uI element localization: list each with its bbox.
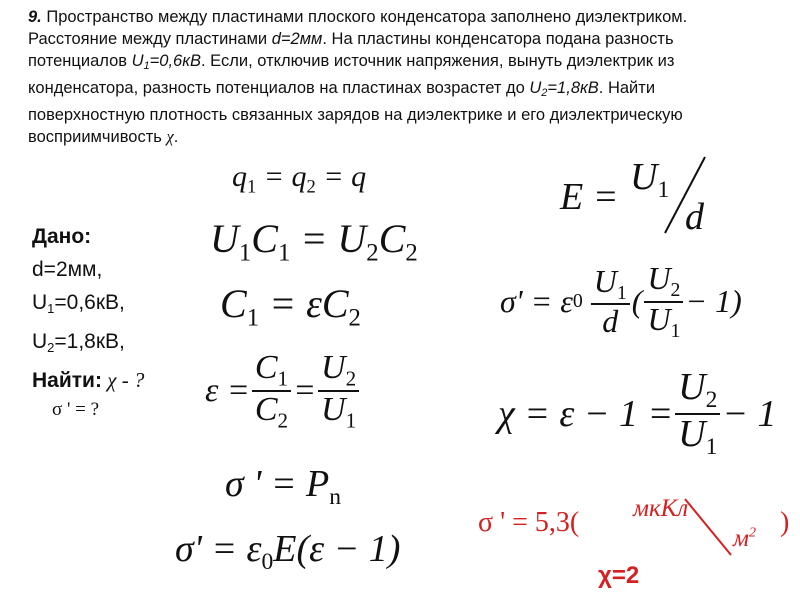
- text: = εC: [259, 281, 349, 326]
- text: = q: [256, 160, 307, 193]
- formula-chi: [498, 368, 777, 460]
- text: U: [32, 330, 48, 353]
- text: [318, 392, 359, 432]
- text: Найти:: [32, 369, 102, 392]
- text: Расстояние между пластинами: [28, 30, 272, 48]
- text: σ' = ε: [175, 528, 262, 570]
- text: U: [678, 412, 706, 455]
- text: C: [254, 349, 278, 386]
- formula-sigma-field: [175, 527, 400, 576]
- text: . На пластины конденсатора подана разность: [322, 30, 674, 48]
- u2-value: =1,8кВ: [547, 79, 599, 97]
- text: U: [529, 79, 542, 97]
- text: 2: [405, 239, 418, 267]
- given-block: [32, 220, 144, 423]
- text: E(ε − 1): [273, 528, 401, 570]
- text: 2: [670, 278, 681, 301]
- distance-value: d=2мм: [271, 30, 323, 48]
- text: E =: [560, 176, 619, 218]
- text: σ' = ε: [500, 283, 573, 320]
- text: C: [220, 281, 247, 326]
- text: мкКл: [633, 495, 689, 522]
- text: U: [32, 291, 48, 314]
- text: .: [173, 128, 179, 146]
- text: [318, 350, 359, 392]
- text: (: [631, 283, 643, 320]
- text: U: [131, 52, 144, 70]
- problem-statement: [28, 6, 788, 148]
- u1-value: =0,6кВ: [149, 52, 202, 70]
- text: ε =: [205, 371, 250, 409]
- text: U: [647, 260, 671, 296]
- text: 1: [616, 281, 627, 304]
- text: 1: [670, 319, 681, 342]
- text: 0: [572, 290, 583, 313]
- text: 1: [246, 304, 260, 332]
- text: C: [251, 216, 278, 261]
- problem-line-2: [28, 28, 788, 50]
- text: [644, 262, 683, 303]
- text: χ = ε − 1 =: [498, 392, 674, 435]
- formula-capacitance: [220, 280, 361, 333]
- text: 2: [306, 176, 316, 198]
- formula-charge-equality: [232, 160, 366, 199]
- text: 2: [705, 387, 718, 414]
- text: U: [678, 366, 706, 408]
- text: =: [293, 371, 317, 409]
- slash-icon: [683, 497, 733, 557]
- text: U: [593, 262, 617, 299]
- problem-line-1: [28, 6, 788, 28]
- problem-line-4: [28, 77, 788, 104]
- text: 1: [345, 407, 357, 432]
- text: =1,8кВ,: [54, 330, 125, 353]
- problem-number: 9.: [28, 8, 42, 26]
- text: 2: [345, 366, 357, 391]
- given-sigma: σ ' = ?: [52, 399, 100, 420]
- text: [675, 412, 720, 461]
- text: конденсатора, разность потенциалов на пластинах возрастет до: [28, 79, 530, 97]
- text: − 1): [685, 283, 742, 320]
- formula-uc-equality: [210, 215, 418, 268]
- text: 1: [143, 60, 150, 72]
- text: [252, 392, 291, 432]
- text: потенциалов: [28, 52, 132, 70]
- text: 1: [705, 434, 718, 461]
- fraction: [644, 262, 683, 342]
- text: σ ' = P: [225, 463, 330, 505]
- fraction: [591, 262, 630, 340]
- text: σ ' = 5,3(: [478, 507, 580, 538]
- text: 2: [748, 525, 756, 541]
- text: 1: [47, 301, 55, 316]
- formula-sigma-polarization: [225, 462, 341, 511]
- text: [644, 300, 683, 342]
- text: U: [321, 390, 346, 428]
- text: Пространство между пластинами плоского конденсатора заполнено диэлектриком.: [41, 8, 688, 26]
- text: = U: [290, 216, 367, 261]
- formula-sigma-result: [500, 262, 742, 342]
- text: м: [733, 525, 749, 552]
- text: восприимчивость: [28, 128, 167, 146]
- text: [591, 262, 630, 306]
- text: 1: [277, 239, 291, 267]
- text: [252, 350, 291, 392]
- text: [675, 368, 720, 415]
- text: C: [254, 390, 278, 428]
- text: 1: [277, 366, 289, 391]
- given-u1: [32, 286, 144, 325]
- text: 2: [277, 407, 289, 432]
- text: 1: [657, 177, 670, 204]
- text: U: [647, 300, 671, 337]
- formula-field: [560, 155, 720, 238]
- text: 1: [247, 176, 257, 198]
- text: U: [630, 156, 658, 198]
- text: 1: [238, 239, 252, 267]
- text: − 1: [722, 392, 777, 435]
- text: 2: [47, 340, 55, 355]
- formula-permittivity: [205, 350, 361, 431]
- fraction: [675, 368, 720, 460]
- text: 2: [348, 304, 361, 332]
- given-u2: [32, 325, 144, 364]
- text: 2: [541, 87, 548, 99]
- text: . Если, отключив источник напряжения, вынуть диэлектрик из: [201, 52, 675, 70]
- chi-symbol: χ: [166, 127, 174, 146]
- problem-line-3: [28, 50, 788, 77]
- text: C: [378, 216, 406, 261]
- text: q: [232, 160, 247, 193]
- problem-line-6: [28, 126, 788, 148]
- text: [733, 525, 756, 553]
- text: 0: [261, 549, 274, 576]
- text: d: [602, 303, 619, 340]
- text: . Найти: [598, 79, 656, 97]
- text: d: [685, 196, 704, 238]
- text: 2: [366, 239, 379, 267]
- text: = q: [315, 160, 367, 193]
- text: χ - ?: [101, 368, 145, 392]
- text: =0,6кВ,: [54, 291, 125, 314]
- text: n: [329, 484, 342, 511]
- given-title: Дано:: [32, 225, 92, 248]
- fraction: [318, 350, 359, 431]
- problem-line-5: поверхностную плотность связанных зарядов на диэлектрике и его диэлектрическую: [28, 106, 683, 124]
- text: U: [321, 349, 346, 386]
- answer-chi: χ=2: [598, 562, 640, 589]
- given-find: [32, 364, 144, 397]
- text: ): [780, 507, 790, 538]
- answer-sigma: [478, 495, 798, 565]
- text: U: [210, 216, 239, 261]
- fraction: [252, 350, 291, 431]
- given-d: d=2мм,: [32, 258, 103, 281]
